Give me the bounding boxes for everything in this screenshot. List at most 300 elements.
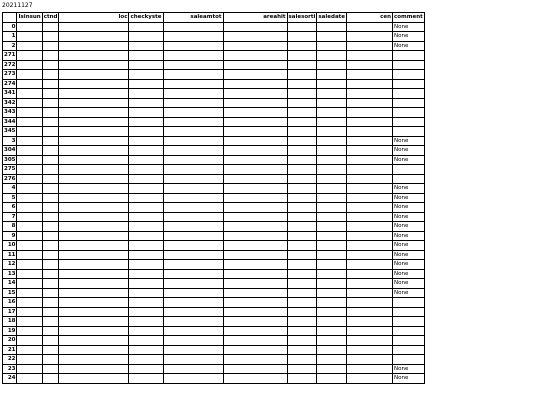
row-index: 273 bbox=[4, 71, 16, 77]
table-cell bbox=[17, 41, 42, 51]
table-cell bbox=[163, 307, 223, 317]
table-cell[interactable] bbox=[347, 212, 393, 222]
table-cell bbox=[223, 250, 287, 260]
table-cell bbox=[17, 317, 42, 327]
table-cell[interactable] bbox=[347, 279, 393, 289]
table-cell bbox=[287, 70, 317, 80]
table-row bbox=[3, 336, 425, 346]
table-cell bbox=[317, 165, 347, 175]
table-cell bbox=[42, 307, 59, 317]
row-index: 342 bbox=[4, 99, 16, 106]
row-index: 305 bbox=[4, 156, 16, 163]
table-row bbox=[3, 51, 425, 61]
table-cell bbox=[393, 345, 425, 355]
table-cell bbox=[42, 174, 59, 184]
table-cell[interactable] bbox=[347, 51, 393, 61]
table-cell bbox=[287, 260, 317, 270]
table-cell bbox=[317, 260, 347, 270]
table-cell bbox=[287, 98, 317, 108]
table-cell: None bbox=[393, 32, 425, 42]
row-index: 6 bbox=[3, 203, 17, 213]
table-cell bbox=[59, 184, 129, 194]
table-cell bbox=[59, 127, 129, 137]
table-row bbox=[3, 70, 425, 80]
table-cell bbox=[163, 184, 223, 194]
table-cell bbox=[17, 22, 42, 32]
table-row bbox=[3, 155, 425, 165]
table-cell bbox=[163, 222, 223, 232]
table-cell bbox=[317, 98, 347, 108]
table-cell bbox=[59, 212, 129, 222]
table-cell bbox=[17, 89, 42, 99]
table-cell bbox=[287, 22, 317, 32]
table-cell bbox=[223, 336, 287, 346]
table-cell bbox=[223, 203, 287, 213]
table-cell bbox=[59, 117, 129, 127]
table-cell bbox=[287, 60, 317, 70]
table-cell bbox=[393, 127, 425, 137]
column-header: areahit bbox=[223, 13, 287, 23]
table-cell bbox=[393, 79, 425, 89]
table-cell[interactable] bbox=[347, 22, 393, 32]
table-cell: None bbox=[393, 241, 425, 251]
table-cell[interactable] bbox=[347, 117, 393, 127]
table-cell bbox=[129, 307, 163, 317]
table-cell bbox=[59, 298, 129, 308]
table-cell bbox=[163, 212, 223, 222]
table-cell[interactable] bbox=[347, 70, 393, 80]
table-cell bbox=[163, 127, 223, 137]
row-index: 5 bbox=[3, 193, 17, 203]
table-cell bbox=[163, 336, 223, 346]
table-cell bbox=[393, 298, 425, 308]
table-cell[interactable] bbox=[347, 364, 393, 374]
table-cell bbox=[317, 336, 347, 346]
table-body bbox=[3, 22, 425, 383]
table-row bbox=[3, 184, 425, 194]
table-cell bbox=[317, 374, 347, 384]
table-cell bbox=[42, 89, 59, 99]
table-cell bbox=[129, 250, 163, 260]
table-row bbox=[3, 279, 425, 289]
table-cell[interactable] bbox=[347, 60, 393, 70]
table-cell bbox=[42, 336, 59, 346]
row-index: 274 bbox=[4, 80, 16, 87]
table-cell bbox=[317, 222, 347, 232]
table-cell bbox=[129, 174, 163, 184]
table-cell bbox=[287, 298, 317, 308]
table-row bbox=[3, 98, 425, 108]
table-cell bbox=[163, 317, 223, 327]
column-header: loc bbox=[59, 13, 129, 23]
table-cell bbox=[317, 231, 347, 241]
table-cell bbox=[59, 89, 129, 99]
table-cell bbox=[42, 231, 59, 241]
table-cell bbox=[317, 279, 347, 289]
table-cell: None bbox=[393, 374, 425, 384]
table-cell bbox=[163, 174, 223, 184]
table-cell bbox=[59, 250, 129, 260]
table-cell bbox=[287, 288, 317, 298]
table-cell bbox=[129, 345, 163, 355]
row-index: 1 bbox=[3, 32, 17, 42]
table-cell bbox=[42, 269, 59, 279]
table-cell bbox=[317, 41, 347, 51]
table-cell bbox=[317, 317, 347, 327]
table-row bbox=[3, 269, 425, 279]
table-cell bbox=[42, 345, 59, 355]
table-cell bbox=[42, 165, 59, 175]
table-cell bbox=[17, 108, 42, 118]
row-index: 23 bbox=[3, 364, 17, 374]
table-cell bbox=[59, 79, 129, 89]
table-cell bbox=[287, 41, 317, 51]
table-cell bbox=[317, 51, 347, 61]
column-header: Isinsun bbox=[18, 14, 41, 20]
table-cell bbox=[393, 307, 425, 317]
table-cell: None bbox=[393, 260, 425, 270]
table-cell[interactable] bbox=[347, 174, 393, 184]
table-cell bbox=[42, 32, 59, 42]
table-cell bbox=[129, 184, 163, 194]
table-cell bbox=[59, 326, 129, 336]
table-cell bbox=[42, 288, 59, 298]
table-cell: None bbox=[393, 193, 425, 203]
table-cell bbox=[17, 32, 42, 42]
table-cell bbox=[17, 269, 42, 279]
table-cell bbox=[287, 279, 317, 289]
table-row bbox=[3, 317, 425, 327]
table-cell bbox=[287, 79, 317, 89]
table-cell bbox=[393, 60, 425, 70]
table-cell[interactable] bbox=[347, 155, 393, 165]
table-cell bbox=[163, 146, 223, 156]
table-cell bbox=[317, 70, 347, 80]
table-cell[interactable] bbox=[347, 345, 393, 355]
table-cell bbox=[287, 212, 317, 222]
table-cell: None bbox=[393, 269, 425, 279]
table-cell: None bbox=[393, 155, 425, 165]
table-cell bbox=[163, 98, 223, 108]
table-cell bbox=[17, 336, 42, 346]
table-row bbox=[3, 127, 425, 137]
table-cell bbox=[317, 146, 347, 156]
table-cell bbox=[42, 250, 59, 260]
table-cell bbox=[317, 89, 347, 99]
table-cell bbox=[223, 146, 287, 156]
table-cell[interactable] bbox=[347, 127, 393, 137]
table-cell bbox=[17, 307, 42, 317]
table-cell bbox=[393, 326, 425, 336]
table-cell bbox=[42, 279, 59, 289]
table-cell bbox=[42, 260, 59, 270]
page-title: 20211127 bbox=[2, 2, 33, 9]
table-cell[interactable] bbox=[347, 89, 393, 99]
table-row bbox=[3, 32, 425, 42]
table-cell bbox=[59, 193, 129, 203]
table-row bbox=[3, 364, 425, 374]
table-cell bbox=[59, 32, 129, 42]
table-cell bbox=[163, 165, 223, 175]
table-cell bbox=[17, 60, 42, 70]
table-cell bbox=[223, 307, 287, 317]
table-cell bbox=[317, 298, 347, 308]
table-cell bbox=[287, 193, 317, 203]
table-cell bbox=[59, 146, 129, 156]
table-cell bbox=[17, 260, 42, 270]
table-cell bbox=[317, 117, 347, 127]
table-cell bbox=[42, 79, 59, 89]
table-cell bbox=[129, 317, 163, 327]
table-cell[interactable] bbox=[347, 250, 393, 260]
table-cell bbox=[287, 326, 317, 336]
table-cell bbox=[163, 60, 223, 70]
table-cell bbox=[317, 250, 347, 260]
table-cell bbox=[59, 336, 129, 346]
table-cell bbox=[59, 317, 129, 327]
table-cell bbox=[42, 108, 59, 118]
table-row bbox=[3, 89, 425, 99]
table-cell bbox=[317, 241, 347, 251]
table-cell bbox=[223, 127, 287, 137]
table-cell bbox=[163, 355, 223, 365]
table-cell[interactable] bbox=[347, 79, 393, 89]
table-cell bbox=[17, 155, 42, 165]
table-cell bbox=[59, 260, 129, 270]
table-cell bbox=[59, 345, 129, 355]
table-cell bbox=[59, 60, 129, 70]
table-cell bbox=[287, 317, 317, 327]
table-cell[interactable] bbox=[347, 184, 393, 194]
table-cell bbox=[287, 174, 317, 184]
table-cell[interactable] bbox=[347, 136, 393, 146]
table-cell bbox=[17, 70, 42, 80]
table-row bbox=[3, 203, 425, 213]
table-cell bbox=[59, 155, 129, 165]
table-cell bbox=[129, 212, 163, 222]
table-row bbox=[3, 193, 425, 203]
row-index: 276 bbox=[4, 175, 16, 182]
table-cell bbox=[223, 117, 287, 127]
table-cell bbox=[223, 241, 287, 251]
table-cell[interactable] bbox=[347, 41, 393, 51]
table-row bbox=[3, 326, 425, 336]
table-row bbox=[3, 250, 425, 260]
table-cell bbox=[287, 165, 317, 175]
table-cell bbox=[163, 32, 223, 42]
table-cell bbox=[163, 89, 223, 99]
table-header-row bbox=[3, 13, 425, 23]
table-row bbox=[3, 174, 425, 184]
table-row bbox=[3, 22, 425, 32]
row-index: 3 bbox=[3, 136, 17, 146]
table-cell: None bbox=[393, 212, 425, 222]
table-cell bbox=[223, 60, 287, 70]
column-header: cen bbox=[347, 13, 393, 23]
table-cell bbox=[129, 98, 163, 108]
table-row bbox=[3, 241, 425, 251]
table-cell bbox=[59, 269, 129, 279]
table-cell bbox=[42, 98, 59, 108]
table-cell bbox=[317, 155, 347, 165]
table-cell bbox=[17, 355, 42, 365]
table-cell bbox=[393, 117, 425, 127]
table-cell bbox=[42, 41, 59, 51]
table-cell bbox=[287, 241, 317, 251]
table-cell bbox=[317, 203, 347, 213]
row-index: 10 bbox=[3, 241, 17, 251]
table-cell bbox=[287, 374, 317, 384]
table-cell bbox=[287, 51, 317, 61]
table-cell[interactable] bbox=[347, 231, 393, 241]
table-row bbox=[3, 298, 425, 308]
row-index: 7 bbox=[3, 212, 17, 222]
table-cell bbox=[59, 203, 129, 213]
table-cell bbox=[17, 298, 42, 308]
table-cell[interactable] bbox=[347, 269, 393, 279]
table-cell[interactable] bbox=[347, 98, 393, 108]
table-cell bbox=[163, 203, 223, 213]
table-cell bbox=[129, 165, 163, 175]
table-cell bbox=[317, 307, 347, 317]
row-index: 21 bbox=[3, 345, 17, 355]
row-index: 344 bbox=[4, 118, 16, 125]
column-header: saledate bbox=[318, 14, 346, 20]
table-cell[interactable] bbox=[347, 317, 393, 327]
table-cell[interactable] bbox=[347, 326, 393, 336]
row-index: 20 bbox=[3, 336, 17, 346]
row-index: 0 bbox=[3, 22, 17, 32]
table-cell bbox=[287, 127, 317, 137]
table-cell: None bbox=[393, 222, 425, 232]
table-cell bbox=[287, 222, 317, 232]
table-cell bbox=[163, 279, 223, 289]
table-cell bbox=[17, 136, 42, 146]
table-cell[interactable] bbox=[347, 108, 393, 118]
table-cell bbox=[129, 60, 163, 70]
table-cell bbox=[42, 355, 59, 365]
row-index: 15 bbox=[3, 288, 17, 298]
table-cell[interactable] bbox=[347, 298, 393, 308]
table-cell bbox=[223, 212, 287, 222]
table-cell bbox=[42, 155, 59, 165]
table-cell[interactable] bbox=[347, 165, 393, 175]
table-cell[interactable] bbox=[347, 222, 393, 232]
table-cell bbox=[393, 89, 425, 99]
table-cell[interactable] bbox=[347, 193, 393, 203]
table-cell bbox=[163, 70, 223, 80]
table-cell bbox=[223, 41, 287, 51]
table-cell bbox=[17, 117, 42, 127]
table-cell[interactable] bbox=[347, 146, 393, 156]
table-cell[interactable] bbox=[347, 288, 393, 298]
table-cell bbox=[129, 32, 163, 42]
table-cell bbox=[129, 146, 163, 156]
table-cell bbox=[42, 22, 59, 32]
table-cell bbox=[317, 364, 347, 374]
table-cell bbox=[163, 193, 223, 203]
table-cell bbox=[393, 108, 425, 118]
table-cell bbox=[17, 165, 42, 175]
table-cell[interactable] bbox=[347, 336, 393, 346]
table-cell bbox=[59, 288, 129, 298]
table-cell[interactable] bbox=[347, 374, 393, 384]
table-cell bbox=[129, 108, 163, 118]
table-cell[interactable] bbox=[347, 32, 393, 42]
table-cell bbox=[317, 193, 347, 203]
table-row bbox=[3, 212, 425, 222]
table-cell bbox=[223, 364, 287, 374]
table-cell bbox=[42, 127, 59, 137]
table-cell bbox=[129, 127, 163, 137]
table-cell bbox=[223, 108, 287, 118]
table-row bbox=[3, 41, 425, 51]
row-index: 13 bbox=[3, 269, 17, 279]
table-cell bbox=[287, 184, 317, 194]
table-cell bbox=[129, 193, 163, 203]
table-cell[interactable] bbox=[347, 260, 393, 270]
row-index: 304 bbox=[4, 147, 16, 153]
table-cell bbox=[223, 260, 287, 270]
row-index: 275 bbox=[4, 166, 16, 172]
table-cell bbox=[17, 51, 42, 61]
table-cell bbox=[59, 22, 129, 32]
table-cell bbox=[129, 241, 163, 251]
table-cell bbox=[163, 250, 223, 260]
table-cell: None bbox=[393, 250, 425, 260]
table-cell bbox=[163, 269, 223, 279]
table-cell[interactable] bbox=[347, 241, 393, 251]
table-row bbox=[3, 231, 425, 241]
table-cell bbox=[17, 184, 42, 194]
table-cell bbox=[17, 241, 42, 251]
data-table bbox=[2, 12, 425, 384]
table-cell bbox=[42, 146, 59, 156]
table-cell bbox=[17, 79, 42, 89]
table-cell[interactable] bbox=[347, 203, 393, 213]
table-cell bbox=[42, 326, 59, 336]
table-cell bbox=[163, 288, 223, 298]
table-cell bbox=[163, 241, 223, 251]
table-cell[interactable] bbox=[347, 355, 393, 365]
column-header bbox=[3, 13, 17, 23]
table-cell bbox=[317, 108, 347, 118]
table-cell bbox=[317, 288, 347, 298]
table-cell bbox=[287, 336, 317, 346]
table-cell bbox=[59, 231, 129, 241]
table-cell bbox=[163, 108, 223, 118]
table-cell bbox=[129, 336, 163, 346]
table-cell bbox=[129, 231, 163, 241]
table-cell: None bbox=[393, 288, 425, 298]
column-header: checkyste bbox=[130, 14, 162, 20]
table-cell: None bbox=[393, 231, 425, 241]
table-cell bbox=[163, 22, 223, 32]
table-cell bbox=[17, 98, 42, 108]
table-row bbox=[3, 108, 425, 118]
table-cell bbox=[59, 364, 129, 374]
table-cell[interactable] bbox=[347, 307, 393, 317]
table-cell bbox=[163, 51, 223, 61]
row-index: 341 bbox=[4, 90, 16, 96]
table-cell bbox=[163, 326, 223, 336]
column-header: saleamtot bbox=[163, 13, 223, 23]
table-cell bbox=[287, 355, 317, 365]
table-cell bbox=[59, 241, 129, 251]
table-cell: None bbox=[393, 184, 425, 194]
table-cell bbox=[59, 222, 129, 232]
table-cell bbox=[393, 165, 425, 175]
